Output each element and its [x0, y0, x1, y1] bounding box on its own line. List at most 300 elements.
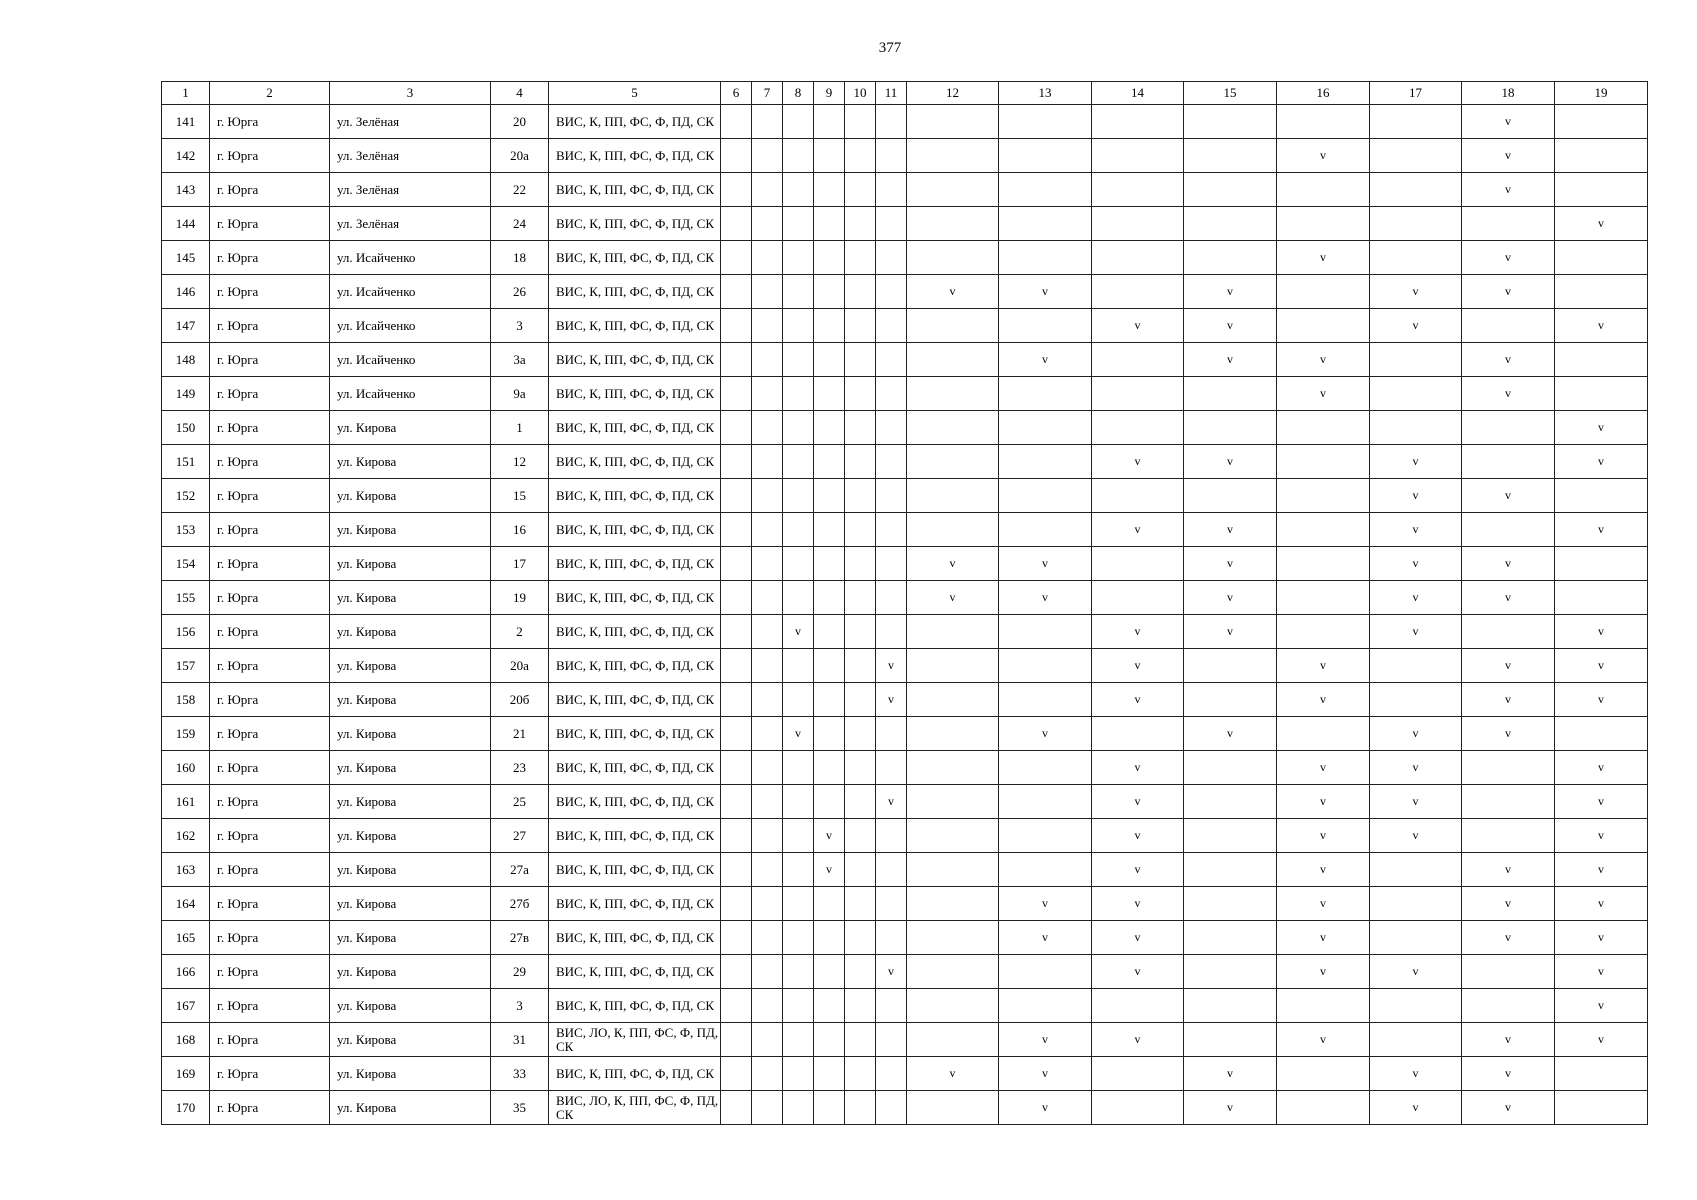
empty-cell: [1277, 581, 1370, 615]
empty-cell: [907, 411, 999, 445]
city-cell: г. Юрга: [210, 785, 330, 819]
check-mark-cell: v: [1184, 513, 1277, 547]
empty-cell: [876, 241, 907, 275]
house-number-cell: 29: [491, 955, 549, 989]
empty-cell: [814, 241, 845, 275]
empty-cell: [907, 853, 999, 887]
street-cell: ул. Зелёная: [330, 173, 491, 207]
city-cell: г. Юрга: [210, 513, 330, 547]
empty-cell: [1092, 139, 1184, 173]
table-row: [162, 751, 1648, 785]
street-cell: ул. Кирова: [330, 819, 491, 853]
city-cell: г. Юрга: [210, 955, 330, 989]
check-mark-cell: v: [1555, 683, 1648, 717]
empty-cell: [1184, 411, 1277, 445]
empty-cell: [1370, 343, 1462, 377]
row-number: 143: [162, 173, 210, 207]
empty-cell: [814, 1057, 845, 1091]
empty-cell: [783, 751, 814, 785]
row-number: 158: [162, 683, 210, 717]
empty-cell: [1184, 207, 1277, 241]
works-list-cell: ВИС, К, ПП, ФС, Ф, ПД, СК: [549, 887, 721, 921]
house-number-cell: 9а: [491, 377, 549, 411]
empty-cell: [1370, 411, 1462, 445]
check-mark-cell: v: [1277, 785, 1370, 819]
city-cell: г. Юрга: [210, 615, 330, 649]
empty-cell: [721, 683, 752, 717]
table-row: [162, 615, 1648, 649]
empty-cell: [721, 955, 752, 989]
empty-cell: [1092, 581, 1184, 615]
street-cell: ул. Кирова: [330, 921, 491, 955]
column-number-18: 18: [1462, 82, 1555, 105]
empty-cell: [999, 513, 1092, 547]
check-mark-cell: v: [1370, 717, 1462, 751]
empty-cell: [1092, 377, 1184, 411]
street-cell: ул. Кирова: [330, 683, 491, 717]
city-cell: г. Юрга: [210, 1091, 330, 1125]
row-number: 167: [162, 989, 210, 1023]
check-mark-cell: v: [1370, 479, 1462, 513]
check-mark-cell: v: [1277, 921, 1370, 955]
empty-cell: [752, 581, 783, 615]
street-cell: ул. Кирова: [330, 581, 491, 615]
empty-cell: [999, 853, 1092, 887]
empty-cell: [752, 887, 783, 921]
house-number-cell: 3а: [491, 343, 549, 377]
empty-cell: [814, 343, 845, 377]
check-mark-cell: v: [1555, 785, 1648, 819]
empty-cell: [721, 105, 752, 139]
table-row: [162, 241, 1648, 275]
empty-cell: [999, 615, 1092, 649]
empty-cell: [721, 989, 752, 1023]
empty-cell: [1184, 173, 1277, 207]
check-mark-cell: v: [1370, 1057, 1462, 1091]
empty-cell: [845, 343, 876, 377]
empty-cell: [752, 717, 783, 751]
empty-cell: [907, 921, 999, 955]
empty-cell: [907, 717, 999, 751]
empty-cell: [999, 819, 1092, 853]
empty-cell: [1277, 513, 1370, 547]
empty-cell: [999, 989, 1092, 1023]
street-cell: ул. Зелёная: [330, 207, 491, 241]
check-mark-cell: v: [1370, 751, 1462, 785]
empty-cell: [845, 547, 876, 581]
empty-cell: [999, 309, 1092, 343]
empty-cell: [721, 479, 752, 513]
empty-cell: [721, 581, 752, 615]
table-row: [162, 989, 1648, 1023]
check-mark-cell: v: [1092, 751, 1184, 785]
empty-cell: [999, 955, 1092, 989]
row-number: 163: [162, 853, 210, 887]
empty-cell: [783, 343, 814, 377]
empty-cell: [721, 887, 752, 921]
empty-cell: [1277, 1091, 1370, 1125]
check-mark-cell: v: [1462, 377, 1555, 411]
empty-cell: [752, 989, 783, 1023]
empty-cell: [876, 1057, 907, 1091]
house-number-cell: 26: [491, 275, 549, 309]
empty-cell: [1277, 309, 1370, 343]
check-mark-cell: v: [1184, 445, 1277, 479]
check-mark-cell: v: [1277, 139, 1370, 173]
empty-cell: [721, 275, 752, 309]
empty-cell: [1092, 547, 1184, 581]
check-mark-cell: v: [1462, 105, 1555, 139]
empty-cell: [1370, 989, 1462, 1023]
empty-cell: [752, 275, 783, 309]
empty-cell: [876, 717, 907, 751]
check-mark-cell: v: [1555, 921, 1648, 955]
empty-cell: [1555, 581, 1648, 615]
empty-cell: [876, 275, 907, 309]
empty-cell: [1555, 717, 1648, 751]
street-cell: ул. Кирова: [330, 717, 491, 751]
table-row: [162, 309, 1648, 343]
column-number-17: 17: [1370, 82, 1462, 105]
check-mark-cell: v: [1277, 751, 1370, 785]
city-cell: г. Юрга: [210, 717, 330, 751]
empty-cell: [999, 207, 1092, 241]
check-mark-cell: v: [1184, 615, 1277, 649]
empty-cell: [783, 785, 814, 819]
empty-cell: [752, 649, 783, 683]
street-cell: ул. Исайченко: [330, 241, 491, 275]
table-row: [162, 717, 1648, 751]
empty-cell: [1092, 479, 1184, 513]
empty-cell: [907, 479, 999, 513]
empty-cell: [1277, 207, 1370, 241]
empty-cell: [1370, 207, 1462, 241]
empty-cell: [1370, 105, 1462, 139]
city-cell: г. Юрга: [210, 547, 330, 581]
empty-cell: [783, 309, 814, 343]
street-cell: ул. Кирова: [330, 751, 491, 785]
row-number: 149: [162, 377, 210, 411]
empty-cell: [721, 547, 752, 581]
column-number-12: 12: [907, 82, 999, 105]
empty-cell: [752, 173, 783, 207]
empty-cell: [1184, 751, 1277, 785]
house-number-cell: 25: [491, 785, 549, 819]
empty-cell: [907, 955, 999, 989]
empty-cell: [876, 547, 907, 581]
empty-cell: [814, 411, 845, 445]
empty-cell: [1184, 649, 1277, 683]
check-mark-cell: v: [1462, 853, 1555, 887]
empty-cell: [752, 683, 783, 717]
empty-cell: [845, 309, 876, 343]
empty-cell: [1277, 1057, 1370, 1091]
empty-cell: [1555, 1057, 1648, 1091]
works-list-cell: ВИС, К, ПП, ФС, Ф, ПД, СК: [549, 615, 721, 649]
empty-cell: [1555, 547, 1648, 581]
works-list-cell: ВИС, К, ПП, ФС, Ф, ПД, СК: [549, 819, 721, 853]
column-number-5: 5: [549, 82, 721, 105]
house-number-cell: 20: [491, 105, 549, 139]
check-mark-cell: v: [1462, 683, 1555, 717]
empty-cell: [783, 955, 814, 989]
check-mark-cell: v: [1555, 989, 1648, 1023]
check-mark-cell: v: [814, 819, 845, 853]
empty-cell: [1370, 241, 1462, 275]
table-row: [162, 1023, 1648, 1057]
house-number-cell: 24: [491, 207, 549, 241]
check-mark-cell: v: [1462, 717, 1555, 751]
empty-cell: [721, 785, 752, 819]
check-mark-cell: v: [907, 275, 999, 309]
empty-cell: [752, 513, 783, 547]
check-mark-cell: v: [1184, 1057, 1277, 1091]
check-mark-cell: v: [1277, 649, 1370, 683]
check-mark-cell: v: [999, 581, 1092, 615]
empty-cell: [1184, 241, 1277, 275]
empty-cell: [907, 445, 999, 479]
street-cell: ул. Кирова: [330, 649, 491, 683]
empty-cell: [907, 513, 999, 547]
check-mark-cell: v: [1462, 275, 1555, 309]
empty-cell: [845, 275, 876, 309]
check-mark-cell: v: [1184, 547, 1277, 581]
check-mark-cell: v: [1092, 819, 1184, 853]
empty-cell: [845, 513, 876, 547]
empty-cell: [907, 173, 999, 207]
table-row: [162, 445, 1648, 479]
street-cell: ул. Исайченко: [330, 343, 491, 377]
empty-cell: [999, 241, 1092, 275]
registry-table: [161, 81, 1648, 1125]
check-mark-cell: v: [1462, 343, 1555, 377]
empty-cell: [814, 683, 845, 717]
empty-cell: [1277, 717, 1370, 751]
empty-cell: [1277, 445, 1370, 479]
empty-cell: [783, 445, 814, 479]
check-mark-cell: v: [1462, 139, 1555, 173]
works-list-cell: ВИС, К, ПП, ФС, Ф, ПД, СК: [549, 377, 721, 411]
empty-cell: [814, 989, 845, 1023]
empty-cell: [1092, 989, 1184, 1023]
works-list-cell: ВИС, К, ПП, ФС, Ф, ПД, СК: [549, 139, 721, 173]
check-mark-cell: v: [1092, 853, 1184, 887]
column-number-9: 9: [814, 82, 845, 105]
empty-cell: [783, 581, 814, 615]
empty-cell: [783, 819, 814, 853]
empty-cell: [814, 173, 845, 207]
table-row: [162, 649, 1648, 683]
works-list-cell: ВИС, К, ПП, ФС, Ф, ПД, СК: [549, 921, 721, 955]
table-row: [162, 683, 1648, 717]
check-mark-cell: v: [1277, 241, 1370, 275]
city-cell: г. Юрга: [210, 649, 330, 683]
city-cell: г. Юрга: [210, 275, 330, 309]
empty-cell: [999, 785, 1092, 819]
empty-cell: [1092, 173, 1184, 207]
empty-cell: [907, 139, 999, 173]
city-cell: г. Юрга: [210, 207, 330, 241]
empty-cell: [752, 445, 783, 479]
works-list-cell: ВИС, К, ПП, ФС, Ф, ПД, СК: [549, 445, 721, 479]
empty-cell: [1277, 173, 1370, 207]
empty-cell: [1555, 377, 1648, 411]
empty-cell: [876, 989, 907, 1023]
check-mark-cell: v: [1462, 649, 1555, 683]
house-number-cell: 1: [491, 411, 549, 445]
house-number-cell: 3: [491, 309, 549, 343]
empty-cell: [814, 615, 845, 649]
city-cell: г. Юрга: [210, 105, 330, 139]
row-number: 152: [162, 479, 210, 513]
check-mark-cell: v: [1370, 785, 1462, 819]
empty-cell: [1555, 139, 1648, 173]
empty-cell: [814, 139, 845, 173]
empty-cell: [845, 751, 876, 785]
house-number-cell: 27а: [491, 853, 549, 887]
check-mark-cell: v: [1555, 309, 1648, 343]
empty-cell: [907, 343, 999, 377]
check-mark-cell: v: [1092, 683, 1184, 717]
city-cell: г. Юрга: [210, 479, 330, 513]
empty-cell: [999, 377, 1092, 411]
empty-cell: [1092, 207, 1184, 241]
works-list-cell: ВИС, К, ПП, ФС, Ф, ПД, СК: [549, 581, 721, 615]
check-mark-cell: v: [1370, 309, 1462, 343]
works-list-cell: ВИС, К, ПП, ФС, Ф, ПД, СК: [549, 343, 721, 377]
empty-cell: [845, 921, 876, 955]
empty-cell: [783, 683, 814, 717]
empty-cell: [845, 615, 876, 649]
empty-cell: [1462, 411, 1555, 445]
column-number-10: 10: [845, 82, 876, 105]
empty-cell: [845, 377, 876, 411]
house-number-cell: 18: [491, 241, 549, 275]
column-number-8: 8: [783, 82, 814, 105]
empty-cell: [1462, 207, 1555, 241]
row-number: 148: [162, 343, 210, 377]
table-row: [162, 139, 1648, 173]
empty-cell: [752, 615, 783, 649]
empty-cell: [907, 615, 999, 649]
check-mark-cell: v: [876, 649, 907, 683]
empty-cell: [876, 513, 907, 547]
empty-cell: [907, 785, 999, 819]
empty-cell: [999, 445, 1092, 479]
check-mark-cell: v: [1092, 1023, 1184, 1057]
empty-cell: [907, 105, 999, 139]
city-cell: г. Юрга: [210, 173, 330, 207]
empty-cell: [845, 717, 876, 751]
check-mark-cell: v: [1555, 853, 1648, 887]
empty-cell: [752, 547, 783, 581]
empty-cell: [721, 921, 752, 955]
empty-cell: [845, 1057, 876, 1091]
empty-cell: [876, 615, 907, 649]
row-number: 162: [162, 819, 210, 853]
empty-cell: [1462, 615, 1555, 649]
empty-cell: [721, 615, 752, 649]
empty-cell: [1555, 241, 1648, 275]
street-cell: ул. Кирова: [330, 1057, 491, 1091]
check-mark-cell: v: [1555, 649, 1648, 683]
empty-cell: [721, 241, 752, 275]
empty-cell: [1555, 1091, 1648, 1125]
row-number: 165: [162, 921, 210, 955]
works-list-cell: ВИС, К, ПП, ФС, Ф, ПД, СК: [549, 241, 721, 275]
empty-cell: [1184, 139, 1277, 173]
works-list-cell: ВИС, К, ПП, ФС, Ф, ПД, СК: [549, 1057, 721, 1091]
house-number-cell: 27в: [491, 921, 549, 955]
check-mark-cell: v: [1370, 513, 1462, 547]
empty-cell: [1370, 173, 1462, 207]
empty-cell: [999, 411, 1092, 445]
check-mark-cell: v: [814, 853, 845, 887]
column-number-7: 7: [752, 82, 783, 105]
city-cell: г. Юрга: [210, 377, 330, 411]
city-cell: г. Юрга: [210, 751, 330, 785]
empty-cell: [752, 139, 783, 173]
empty-cell: [1184, 479, 1277, 513]
check-mark-cell: v: [999, 1023, 1092, 1057]
house-number-cell: 16: [491, 513, 549, 547]
empty-cell: [721, 343, 752, 377]
empty-cell: [752, 309, 783, 343]
empty-cell: [1555, 275, 1648, 309]
house-number-cell: 31: [491, 1023, 549, 1057]
check-mark-cell: v: [1370, 1091, 1462, 1125]
row-number: 161: [162, 785, 210, 819]
empty-cell: [876, 173, 907, 207]
empty-cell: [721, 207, 752, 241]
empty-cell: [1370, 853, 1462, 887]
empty-cell: [721, 377, 752, 411]
empty-cell: [752, 751, 783, 785]
empty-cell: [1277, 479, 1370, 513]
empty-cell: [721, 751, 752, 785]
house-number-cell: 20а: [491, 649, 549, 683]
check-mark-cell: v: [1184, 581, 1277, 615]
empty-cell: [752, 411, 783, 445]
empty-cell: [752, 377, 783, 411]
empty-cell: [814, 1091, 845, 1125]
empty-cell: [752, 785, 783, 819]
check-mark-cell: v: [1092, 513, 1184, 547]
check-mark-cell: v: [1555, 955, 1648, 989]
empty-cell: [752, 105, 783, 139]
column-number-6: 6: [721, 82, 752, 105]
street-cell: ул. Кирова: [330, 785, 491, 819]
empty-cell: [999, 683, 1092, 717]
house-number-cell: 3: [491, 989, 549, 1023]
street-cell: ул. Кирова: [330, 887, 491, 921]
table-row: [162, 275, 1648, 309]
empty-cell: [1462, 513, 1555, 547]
empty-cell: [907, 751, 999, 785]
check-mark-cell: v: [1277, 683, 1370, 717]
row-number: 151: [162, 445, 210, 479]
empty-cell: [876, 377, 907, 411]
street-cell: ул. Кирова: [330, 513, 491, 547]
street-cell: ул. Кирова: [330, 853, 491, 887]
empty-cell: [783, 989, 814, 1023]
works-list-cell: ВИС, К, ПП, ФС, Ф, ПД, СК: [549, 207, 721, 241]
empty-cell: [814, 513, 845, 547]
works-list-cell: ВИС, К, ПП, ФС, Ф, ПД, СК: [549, 105, 721, 139]
house-number-cell: 15: [491, 479, 549, 513]
empty-cell: [845, 139, 876, 173]
check-mark-cell: v: [1555, 615, 1648, 649]
